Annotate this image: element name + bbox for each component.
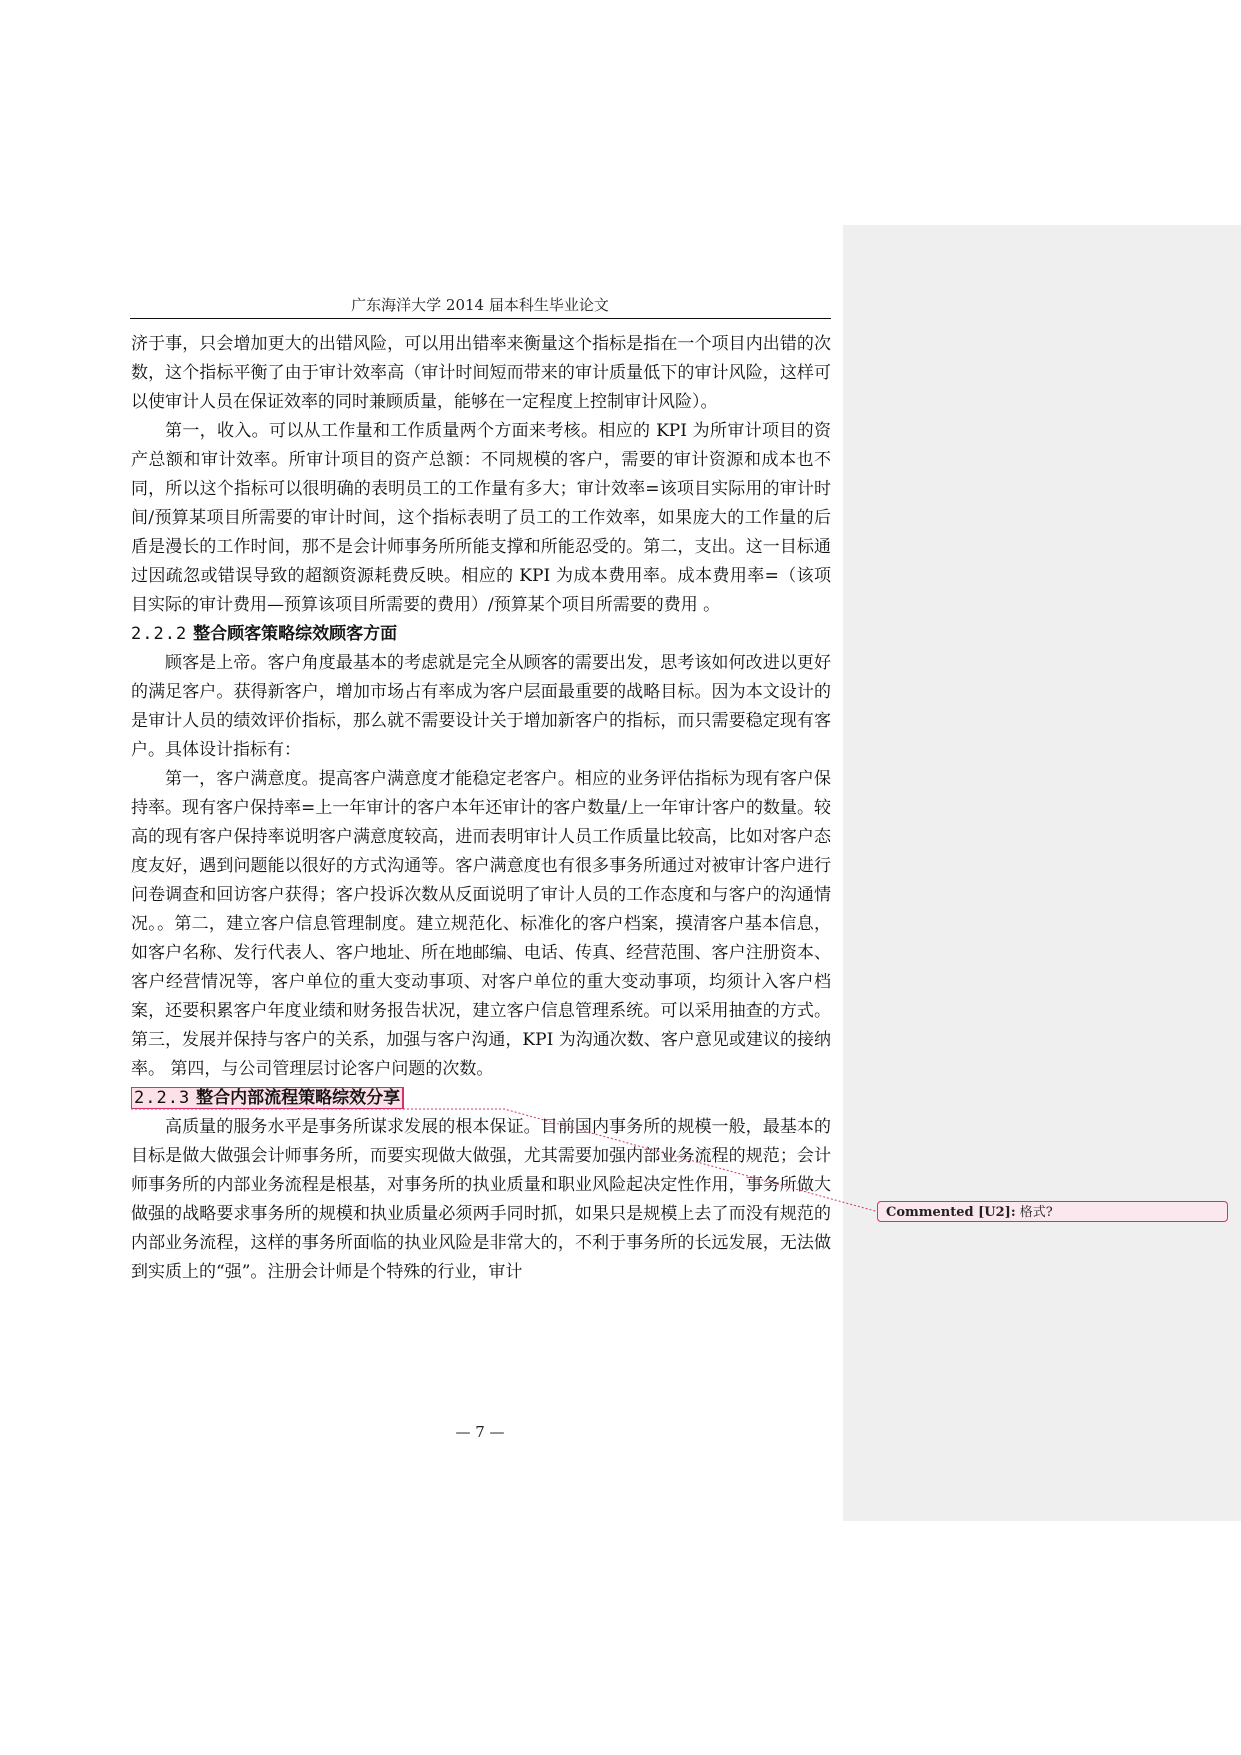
comment-balloon[interactable]: [877, 1201, 1228, 1222]
paragraph: 第一，客户满意度。提高客户满意度才能稳定老客户。相应的业务评估指标为现有客户保持率。现有客户保持率=上一年审计的客户本年还审计的客户数量/上一年审计客户的数量。较高的现有客户保持率说明客户满意度较高，进而表明审计人员工作质量比较高，比如对客户态度友好，遇到问题能以很好的方式沟通等。客户满意度也有很多事务所通过对被审计客户进行问卷调查和回访客户获得；客户投诉次数从反面说明了审计人员的工作态度和与客户的沟通情况。。第二，建立客户信息管理制度。建立规范化、标准化的客户档案，摸清客户基本信息，如客户名称、发行代表人、客户地址、所在地邮编、电话、传真、经营范围、客户注册资本、客户经营情况等，客户单位的重大变动事项、对客户单位的重大变动事项，均须计入客户档案，还要积累客户年度业绩和财务报告状况，建立客户信息管理系统。可以采用抽查的方式。 第三，发展并保持与客户的关系，加强与客户沟通，KPI 为沟通次数、客户意见或建议的接纳率。 第四，与公司管理层讨论客户问题的次数。: [131, 769, 831, 1079]
document-body: [131, 330, 831, 1287]
commented-text-highlight[interactable]: [131, 1087, 404, 1109]
comment-text: 格式?: [1019, 1205, 1053, 1220]
section-title: 整合顾客策略综效顾客方面: [193, 624, 398, 644]
comment-pane: [843, 225, 1241, 1521]
paragraph: 济于事，只会增加更大的出错风险，可以用出错率来衡量这个指标是指在一个项目内出错的次数，这个指标平衡了由于审计效率高（审计时间短而带来的审计质量低下的审计风险，这样可以使审计人员在保证效率的同时兼顾质量，能够在一定程度上控制审计风险）。: [131, 334, 831, 412]
page-number: — 7 —: [455, 1423, 505, 1441]
comment-author: Commented [U2]:: [886, 1205, 1016, 1220]
section-title: 整合内部流程策略综效分享: [196, 1088, 401, 1108]
section-number: 2.2.3: [134, 1088, 191, 1108]
header-rule: [130, 318, 831, 319]
paragraph: 高质量的服务水平是事务所谋求发展的根本保证。目前国内事务所的规模一般，最基本的目标是做大做强会计师事务所，而要实现做大做强，尤其需要加强内部业务流程的规范；会计师事务所的内部业务流程是根基，对事务所的执业质量和职业风险起决定性作用，事务所做大做强的战略要求事务所的规模和执业质量必须两手同时抓，如果只是规模上去了而没有规范的内部业务流程，这样的事务所面临的执业风险是非常大的，不利于事务所的长远发展，无法做到实质上的“强”。注册会计师是个特殊的行业，审计: [131, 1117, 831, 1282]
section-heading-2-2-3[interactable]: [131, 1084, 404, 1113]
paragraph: 第一，收入。可以从工作量和工作质量两个方面来考核。相应的 KPI 为所审计项目的资产总额和审计效率。所审计项目的资产总额：不同规模的客户，需要的审计资源和成本也不同，所以这个指标可以很明确的表明员工的工作量有多大；审计效率=该项目实际用的审计时间/预算某项目所需要的审计时间，这个指标表明了员工的工作效率，如果庞大的工作量的后盾是漫长的工作时间，那不是会计师事务所所能支撑和所能忍受的。第二，支出。这一目标通过因疏忽或错误导致的超额资源耗费反映。相应的 KPI 为成本费用率。成本费用率=（该项目实际的审计费用—预算该项目所需要的费用）/预算某个项目所需要的费用 。: [131, 421, 831, 615]
page-header: 广东海洋大学 2014 届本科生毕业论文: [351, 296, 609, 314]
section-heading-2-2-2: [131, 620, 831, 649]
section-number: 2.2.2: [131, 624, 188, 644]
paragraph: 顾客是上帝。客户角度最基本的考虑就是完全从顾客的需要出发，思考该如何改进以更好的满足客户。获得新客户，增加市场占有率成为客户层面最重要的战略目标。因为本文设计的是审计人员的绩效评价指标，那么就不需要设计关于增加新客户的指标，而只需要稳定现有客户。具体设计指标有：: [131, 653, 831, 760]
